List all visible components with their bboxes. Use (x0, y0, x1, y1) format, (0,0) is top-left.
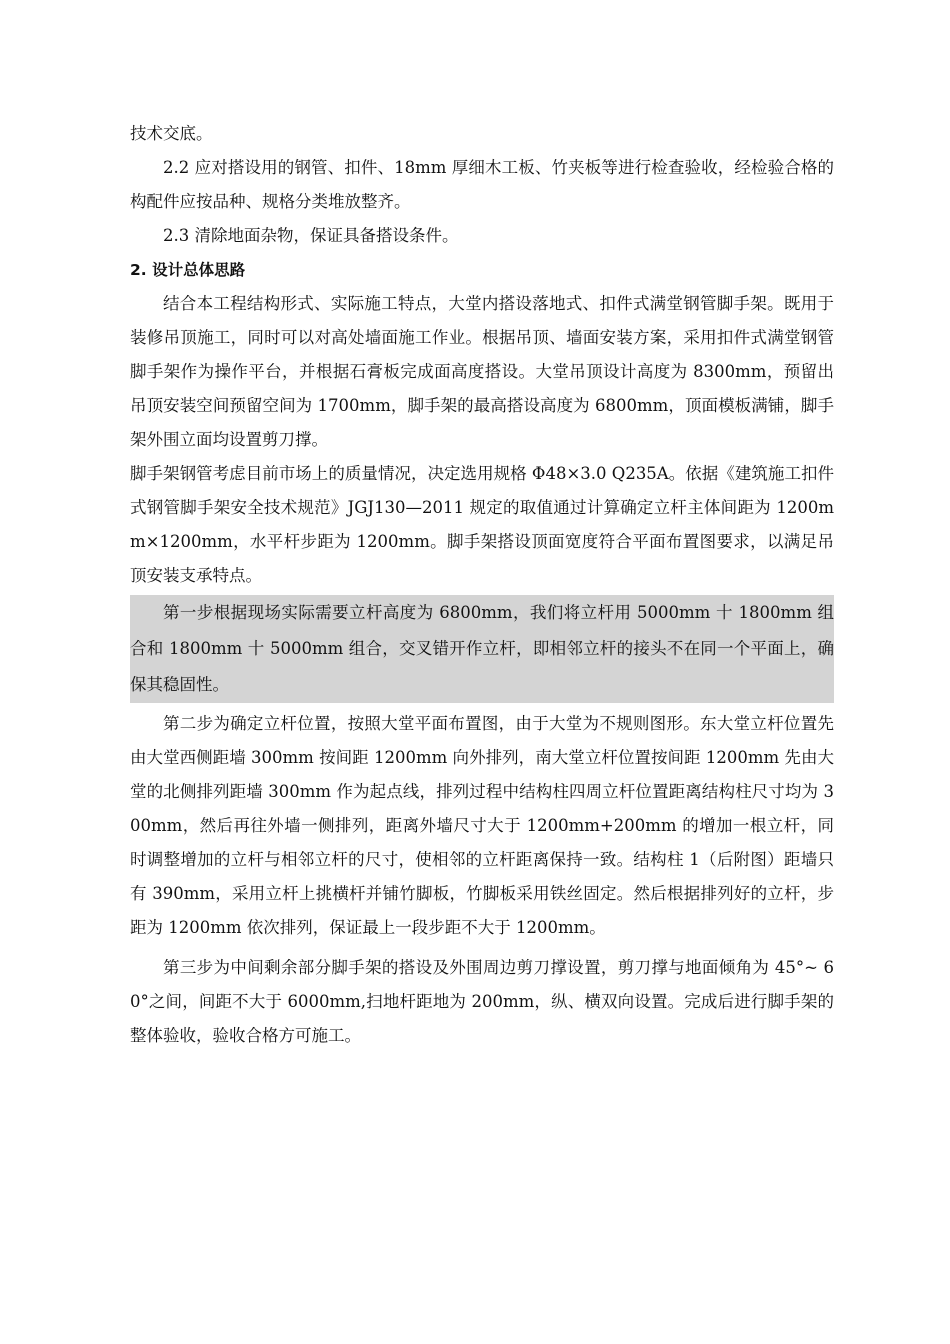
paragraph-2-3: 2.3 清除地面杂物，保证具备搭设条件。 (163, 226, 459, 245)
paragraph-design-overview: 结合本工程结构形式、实际施工特点，大堂内搭设落地式、扣件式满堂钢管脚手架。既用于装修吊顶施工，同时可以对高处墙面施工作业。根据吊顶、墙面安装方案，采用扣件式满堂钢管脚手架作为操作平台，并根据石膏板完成面高度搭设。大堂吊顶设计高度为 8300mm，预留出吊顶安装空间预留空间为 1700mm，脚手架的最高搭设高度为 6800mm，顶面模板满铺，脚手架外围立面均设置剪刀撑。 (130, 294, 834, 449)
paragraph-step-three: 第三步为中间剩余部分脚手架的搭设及外围周边剪刀撑设置，剪刀撑与地面倾角为 45°~ 60°之间，间距不大于 6000mm,扫地杆距地为 200mm，纵、横双向设置。完成后进行脚手架的整体验收，验收合格方可施工。 (130, 958, 834, 1045)
paragraph-continuation: 技术交底。 (130, 124, 213, 143)
paragraph-step-one-highlighted: 第一步根据现场实际需要立杆高度为 6800mm，我们将立杆用 5000mm 十 1800mm 组合和 1800mm 十 5000mm 组合，交叉错开作立杆，即相邻立杆的接头不在同一个平面上，确保其稳固性。 (130, 595, 834, 703)
document-page (130, 117, 834, 1053)
paragraph-2-2: 2.2 应对搭设用的钢管、扣件、18mm 厚细木工板、竹夹板等进行检查验收，经检验合格的构配件应按品种、规格分类堆放整齐。 (130, 158, 834, 211)
paragraph-step-two: 第二步为确定立杆位置，按照大堂平面布置图，由于大堂为不规则图形。东大堂立杆位置先由大堂西侧距墙 300mm 按间距 1200mm 向外排列，南大堂立杆位置按间距 1200mm 先由大堂的北侧排列距墙 300mm 作为起点线，排列过程中结构柱四周立杆位置距离结构柱尺寸均为 300mm，然后再往外墙一侧排列，距离外墙尺寸大于 1200mm+200mm 的增加一根立杆，同时调整增加的立杆与相邻立杆的尺寸，使相邻的立杆距离保持一致。结构柱 1（后附图）距墙只有 390mm，采用立杆上挑横杆并铺竹脚板，竹脚板采用铁丝固定。然后根据排列好的立杆，步距为 1200mm 依次排列，保证最上一段步距不大于 1200mm。 (130, 714, 834, 937)
section-heading: 2. 设计总体思路 (130, 261, 246, 279)
paragraph-steel-pipe-spec: 脚手架钢管考虑目前市场上的质量情况，决定选用规格 Φ48×3.0 Q235A。依据《建筑施工扣件式钢管脚手架安全技术规范》JGJ130—2011 规定的取值通过计算确定立杆主体间距为 1200mm×1200mm，水平杆步距为 1200mm。脚手架搭设顶面宽度符合平面布置图要求，以满足吊顶安装支承特点。 (130, 464, 834, 585)
